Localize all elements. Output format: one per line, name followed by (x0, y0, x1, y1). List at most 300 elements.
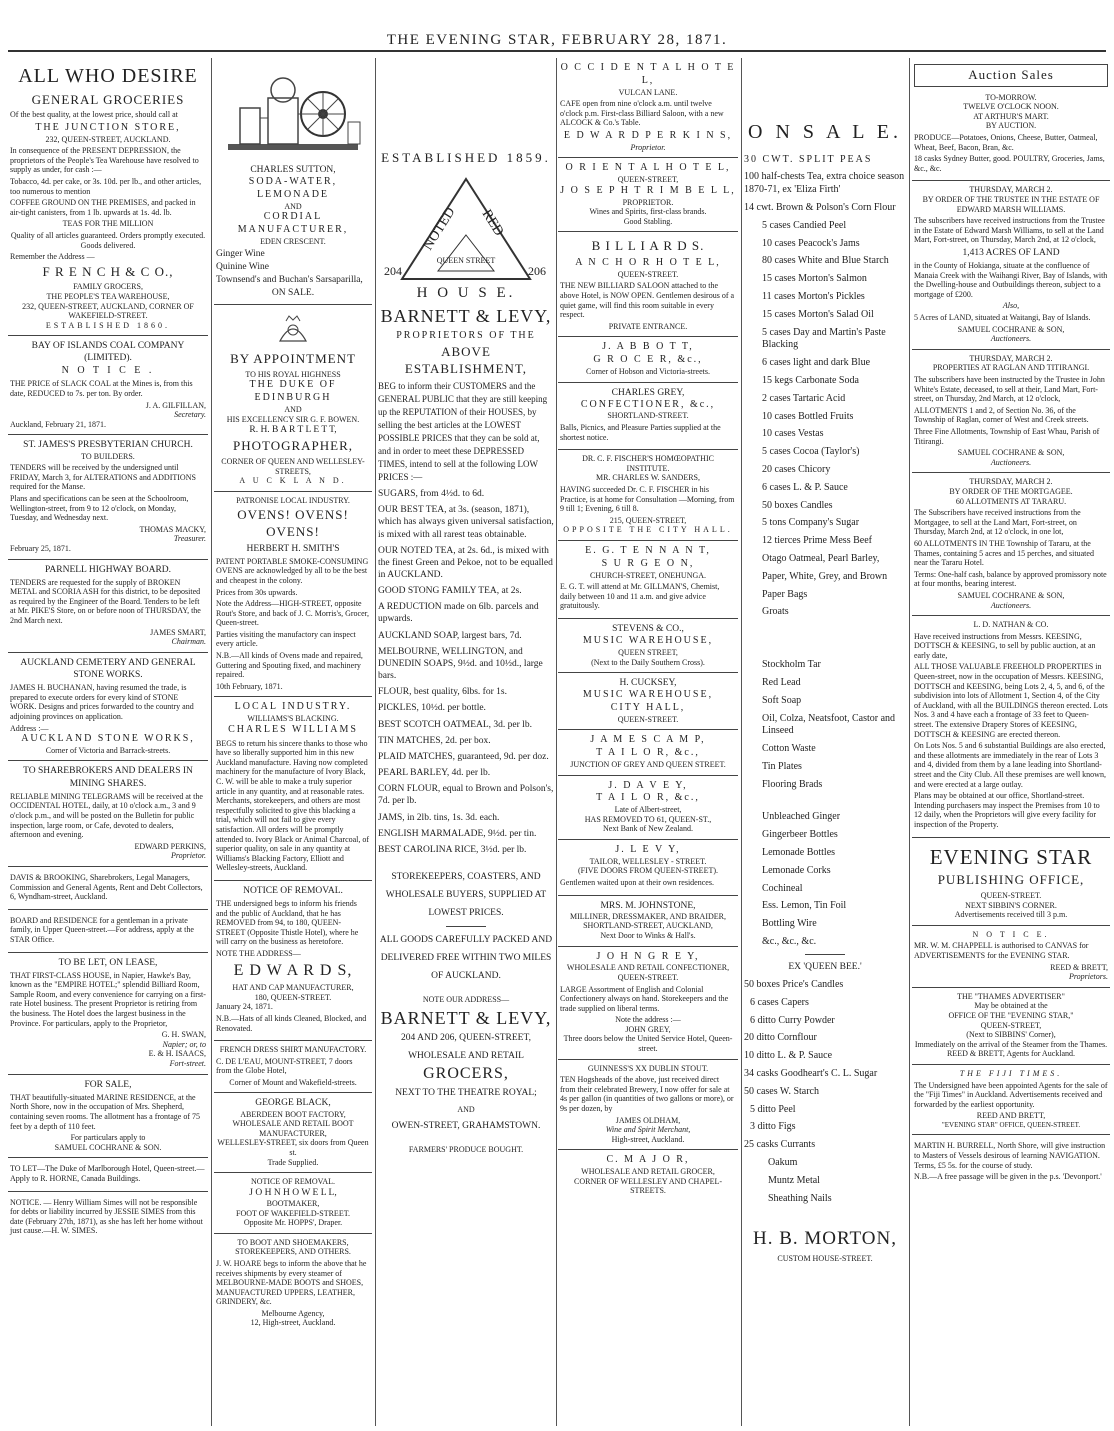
ad-text: Prices from 30s upwards. (216, 587, 298, 597)
price-item: BEST CAROLINA RICE, 3½d. per lb. (378, 844, 527, 855)
ad-text: N.B.—All kinds of Ovens made and repaired, Guttering and Spouting fixed, and machinery repaired. (216, 651, 363, 680)
column-divider (375, 58, 376, 1426)
ad-headline: ALL WHO DESIRE (18, 65, 198, 87)
tararu-auction (912, 473, 1110, 616)
firm-address: WELLESLEY-STREET, six doors from Queen st. (217, 1138, 369, 1157)
onsale-item: 3 ditto Figs (750, 1121, 796, 1133)
ad-title: TO BE LET, ON LEASE, (58, 957, 158, 968)
column-divider (211, 58, 212, 1426)
ad-text: TO LET—The Duke of Marlborough Hotel, Queen-street.—Apply to R. HORNE, Canada Buildings. (10, 1164, 205, 1183)
onsale-item: 12 tierces Prime Mess Beef (762, 535, 872, 547)
established-line: ESTABLISHED 1859. (381, 150, 551, 165)
ad-subhead: PROPRIETORS OF THE (396, 329, 536, 341)
signer-place: Fort-street. (169, 1059, 206, 1069)
ad-text: NEXT TO THE THEATRE ROYAL; (395, 1087, 537, 1098)
ad-subhead: BY AUCTION. (985, 121, 1037, 131)
lease-advert (8, 953, 208, 1075)
masthead (0, 0, 1114, 58)
onsale-item: 11 cases Morton's Pickles (762, 290, 865, 302)
ad-text: Note the Address—HIGH-STREET, opposite Rout's Store, and back of J. C. Morris's, Grocer, Queen-street. (216, 599, 369, 628)
price-item: PEARL BARLEY, 4d. per lb. (378, 768, 491, 779)
ad-title: BY ORDER OF THE MORTGAGEE. (949, 486, 1073, 496)
ad-text: Three Fine Allotments, Township of East Whau, Parish of Titirangi. (914, 427, 1100, 446)
ship-name: EX 'QUEEN BEE.' (788, 961, 862, 972)
firm-name: O R I E N T A L H O T E L, (565, 162, 731, 174)
ad-text: Next Bank of New Zealand. (603, 824, 693, 834)
onsale-item: Gingerbeer Bottles (762, 829, 838, 841)
firm-name: SAMUEL COCHRANE & SON, (957, 590, 1065, 600)
ad-text: E. G. T. will attend at Mr. GILLMAN'S, Chemist, daily between 10 and 11 a.m. and give advice gratuitously. (560, 582, 720, 611)
ad-subhead: WILLIAMS'S BLACKING. (247, 714, 339, 724)
ad-text: 18 casks Sydney Butter, good. POULTRY, Groceries, Jams, &c., &c. (914, 154, 1105, 173)
ad-text: MARTIN H. BURRELL, North Shore, will give instruction to Masters of Vessels desirous of learning NAVIGATION. Terms, £5 5s. for the course of study. (914, 1141, 1106, 1170)
ad-subhead: ABOVE ESTABLISHMENT, (404, 344, 528, 377)
onsale-item: 10 cases Vestas (762, 428, 824, 440)
onsale-item: Paper, White, Grey, and Brown (762, 570, 888, 582)
howell-removal (214, 1173, 372, 1234)
ad-title: OVENS! OVENS! OVENS! (237, 507, 349, 539)
sale-advert (8, 1075, 208, 1159)
ad-text: Melbourne Agency, (261, 1308, 325, 1318)
column-divider (556, 58, 557, 1426)
ad-title: GUINNESS'S XX DUBLIN STOUT. (587, 1063, 709, 1073)
price-list (378, 488, 554, 856)
signer-role: Chairman. (171, 637, 206, 647)
evening-star-office (912, 838, 1110, 926)
firm-name: MRS. M. JOHNSTONE, (600, 900, 696, 911)
firm-name: SAMUEL COCHRANE & SON, (957, 448, 1065, 458)
ad-text: Plans and specifications can be seen at the Schoolroom, Wellington-street, from 9 to 12 o'clock, on Monday, Tuesday, and Wednesday next. (10, 493, 189, 523)
ad-text: Trade Supplied. (267, 1157, 319, 1167)
signer-role: Proprietor. (170, 851, 206, 861)
price-item: SUGARS, from 4½d. to 6d. (378, 489, 485, 500)
ad-text: Advertisements received till 3 p.m. (954, 910, 1068, 920)
ad-text: The Undersigned have been appointed Agents for the sale of the "Fiji Times" in Auckland. Advertisements received and forwarded by the earliest opportunity. (914, 1080, 1108, 1109)
onsale-item: Groats (762, 606, 789, 618)
ad-text: ALLOTMENTS 1 and 2, of Section No. 36, of the Township of Raglan, corner of West and Creek streets. (914, 405, 1089, 425)
onsale-item: Flooring Brads (762, 778, 823, 790)
ad-title: NOTICE OF REMOVAL. (243, 885, 343, 896)
camp-tailor (558, 730, 738, 775)
masthead-rule (8, 50, 1106, 52)
price-item: FLOUR, best quality, 6lbs. for 1s. (378, 687, 507, 698)
ad-text: NOTE THE ADDRESS— (216, 949, 301, 959)
major-grocer (558, 1150, 738, 1201)
onsale-item: Otago Oatmeal, Pearl Barley, (762, 552, 880, 564)
ad-title: AUCKLAND CEMETERY AND GENERAL STONE WORKS. (20, 657, 196, 680)
signer-role: Auctioneers. (990, 457, 1032, 467)
ad-text: Wines and Spirits, first-class brands. (589, 207, 707, 217)
onsale-item: Unbleached Ginger (762, 811, 841, 823)
onsale-item: 15 cases Morton's Salmon (762, 273, 867, 285)
stone-works (8, 653, 208, 762)
column-5 (744, 58, 906, 1426)
ad-text: TO HIS ROYAL HIGHNESS (245, 369, 341, 379)
firm-trade: CORDIAL MANUFACTURER, (237, 211, 349, 236)
firm-trade: MUSIC WAREHOUSE, (582, 689, 714, 701)
signer: J. A. GILFILLAN, (145, 400, 206, 410)
logo-word: NOTED (420, 204, 459, 253)
guinness-stout (558, 1060, 738, 1151)
product-item: Quinine Wine (216, 261, 270, 272)
firm-name: REED AND BRETT, (976, 1111, 1046, 1121)
ad-text: BOARD and RESIDENCE for a gentleman in a private family, in Upper Queen-street.—For address, apply at the STAR Office. (10, 915, 194, 944)
ad-subhead: TEAS FOR THE MILLION (62, 219, 154, 229)
column-4 (558, 58, 738, 1426)
ad-title: BY ORDER OF THE TRUSTEE IN THE ESTATE OF EDWARD MARSH WILLIAMS. (922, 194, 1100, 214)
ad-text: MR. W. M. CHAPPELL is authorised to CANVAS for ADVERTISEMENTS for the EVENING STAR. (914, 941, 1089, 961)
ad-text: STOREKEEPERS, COASTERS, AND WHOLESALE BUYERS, SUPPLIED AT LOWEST PRICES. (385, 871, 547, 919)
machinery-engraving (218, 68, 368, 160)
firm-name: F R E N C H & C O., (42, 263, 174, 279)
ad-title: TO SHAREBROKERS AND DEALERS IN MINING SHARES. (23, 766, 193, 789)
firm-address: QUEEN STREET, (618, 647, 678, 657)
church-tender (8, 435, 208, 559)
ad-text: RELIABLE MINING TELEGRAMS will be received at the OCCIDENTAL HOTEL, daily, at 10 o'clock a.m., 3 and 9 o'clock p.m., and will be posted on the Bulletin for public inspection, large room, or Cafe, devoted to dealers, afternoon and evening. (10, 791, 203, 840)
parnell-highway-board (8, 560, 208, 653)
price-item: ENGLISH MARMALADE, 9½d. per tin. (378, 828, 537, 839)
onsale-item: 34 casks Goodheart's C. L. Sugar (744, 1068, 878, 1079)
office-title: EVENING STAR (929, 844, 1093, 869)
onsale-item: 5 cases Day and Martin's Paste Blacking (762, 326, 886, 351)
firm-name: E. G. T E N N A N T, (585, 544, 711, 556)
ad-text: May be obtained at the (974, 1001, 1048, 1011)
blacking-advert (214, 697, 372, 881)
logo-number: 206 (528, 263, 546, 278)
onsale-item: Muntz Metal (768, 1174, 820, 1186)
ad-text: In consequence of the PRESENT DEPRESSION, the proprietors of the People's Tea Warehouse have resolved to supply as under, for cash :— (10, 146, 199, 175)
onsale-item: Cotton Waste (762, 743, 816, 755)
chappell-notice (912, 926, 1110, 988)
dateline: February 25, 1871. (10, 543, 71, 553)
firm-name: JOHN GREY, (625, 1024, 671, 1034)
onsale-item: 5 cases Candied Peel (762, 219, 847, 231)
signer: EDWARD PERKINS, (134, 841, 206, 851)
onsale-item: Tin Plates (762, 760, 802, 772)
firm-trade: Wine and Spirit Merchant, (605, 1125, 691, 1135)
price-item: OUR NOTED TEA, at 2s. 6d., is mixed with the finest Green and Pekoe, not to be equalled in AUCKLAND. (378, 545, 553, 581)
firm-trade: CONFECTIONER, &c., (580, 398, 716, 410)
ad-text: THAT FIRST-CLASS HOUSE, in Napier, Hawke's Bay, known as the "EMPIRE HOTEL;" splendid Billiard Room, Sample Room, and every convenience for carrying on a first-rate Hotel business. The present Proprietor is retiring from the business. The Hotel does the largest business in the Province. For particulars, apply to the Proprietor, (10, 970, 206, 1028)
signer: JAMES SMART, (150, 627, 206, 637)
agent: SAMUEL COCHRANE & SON. (54, 1142, 162, 1152)
price-item: PLAID MATCHES, guaranteed, 9d. per doz. (378, 751, 549, 762)
price-item: A REDUCTION made on 6lb. parcels and upwards. (378, 602, 539, 625)
noted-red-house-logo (382, 171, 550, 301)
anchor-billiards (558, 232, 738, 337)
firm-name: O C C I D E N T A L H O T E L, (560, 62, 736, 86)
price-item: CORN FLOUR, equal to Brown and Polson's, 7d. per lb. (378, 784, 554, 807)
newspaper-title: THE EVENING STAR, FEBRUARY 28, 1871. (386, 32, 728, 48)
logo-street: QUEEN STREET (436, 255, 496, 265)
ad-text: For particulars apply to (70, 1133, 146, 1143)
signer-role: Treasurer. (173, 534, 206, 544)
onsale-item: 100 half-chests Tea, extra choice season 1870-71, ex 'Eliza Firth' (744, 171, 905, 196)
ad-text: Tobacco, 4d. per cake, or 3s. 10d. per lb., and other articles, too numerous to mention (10, 176, 202, 196)
board-advert (8, 910, 208, 953)
ad-text: Plans may be obtained at our office, Shortland-street. Intending purchasers may inspect the Premises from 10 to 12 daily, when the Proprietors will give every facility for inspection of the Property. (914, 791, 1100, 829)
ad-subhead: GENERAL GROCERIES (31, 91, 185, 107)
ad-text: Terms: One-half cash, balance by approved promissory note at four months, bearing interest. (914, 569, 1107, 589)
ad-text: HIS EXCELLENCY SIR G. F. BOWEN. (226, 414, 360, 424)
ad-text: LARGE Assortment of English and Colonial Confectionery always on hand. Storekeepers and the trade supplied on liberal terms. (560, 984, 729, 1013)
signer-role: Proprietor. (630, 142, 666, 152)
ad-text: TENDERS are requested for the supply of BROKEN METAL and SCORIA ASH for this district, to be deposited as required by the Engineer of the Board. Tenders to be left at Mr. PIKE'S Store, on or before noon of THURSDAY, the 2nd March next. (10, 577, 201, 626)
ad-text: Balls, Picnics, and Pleasure Parties supplied at the shortest notice. (560, 423, 721, 442)
firm-name: H. CUCKSEY, (619, 678, 677, 689)
onsale-list (744, 154, 906, 949)
price-item: AUCKLAND SOAP, largest bars, 7d. (378, 630, 522, 641)
store-name: THE JUNCTION STORE, (35, 121, 181, 133)
firm-name: BARNETT & LEVY, (380, 1007, 552, 1028)
ad-subhead: N O T I C E . (61, 364, 155, 376)
ad-subhead: TWELVE O'CLOCK NOON. (963, 102, 1059, 112)
ad-title: PROPERTIES AT RAGLAN AND TITIRANGI. (932, 363, 1090, 373)
dateline: 10th February, 1871. (216, 681, 283, 691)
firm-address: 180, QUEEN-STREET. (254, 992, 332, 1002)
ad-text: THE PRICE of SLACK COAL at the Mines is, from this date, REDUCED to 7s. per ton. By order. (10, 379, 193, 399)
firm-trade: T A I L O R, &c., (596, 792, 700, 804)
raglan-auction (912, 350, 1110, 474)
firm-address: QUEEN-STREET. (980, 891, 1042, 901)
column-1 (8, 58, 208, 1426)
ad-text: Address :— (10, 723, 49, 733)
ad-text: THE undersigned begs to inform his friends and the public of Auckland, that he has REMOVED from 94, to 180, QUEEN-STREET (Opposite Thistle Hotel), where he will carry on the business as heretofore. (216, 899, 359, 947)
firm-address: (FIVE DOORS FROM QUEEN-STREET). (578, 866, 718, 876)
ad-text: The Subscribers have received instructions from the Mortgagee, to sell at the Land Mart, Fort-street, on Thursday, March 2nd, at 12 o'clock, in one lot, (914, 508, 1081, 537)
ad-text: THE DUKE OF EDINBURGH (249, 379, 337, 404)
onsale-item: Oil, Colza, Neatsfoot, Castor and Linseed (762, 712, 896, 737)
firm-address: 204 AND 206, QUEEN-STREET, (401, 1032, 531, 1043)
firm-address: QUEEN-STREET. (617, 714, 679, 724)
firm-address: QUEEN-STREET, (617, 175, 679, 185)
grey-confectioner (558, 383, 738, 451)
firm-name: J. A B B O T T, (602, 341, 694, 353)
firm-address: 232, QUEEN-STREET, AUCKLAND, CORNER OF WAKEFIELD-STREET. (22, 301, 194, 321)
onsale-item: Sheathing Nails (768, 1192, 832, 1204)
firm-name: CHARLES GREY, (611, 387, 685, 398)
firm-address: Corner of Mount and Wakefield-streets. (229, 1077, 357, 1087)
dateline: January 24, 1871. (216, 1002, 273, 1012)
ad-text: OPPOSITE THE CITY HALL. (563, 525, 733, 535)
firm-trade: S U R G E O N, (601, 557, 695, 569)
onsale-item: 10 cases Peacock's Jams (762, 237, 860, 249)
ad-text: Quality of all articles guaranteed. Orders promptly executed. Goods delivered. (10, 230, 206, 250)
onsale-item: 6 cases Capers (750, 996, 809, 1008)
price-item: PICKLES, 10½d. per bottle. (378, 703, 486, 714)
onsale-item: 10 cases Bottled Fruits (762, 410, 854, 422)
firm-address: CHURCH-STREET, ONEHUNGA. (589, 570, 707, 580)
firm-address: CUSTOM HOUSE-STREET. (777, 1253, 873, 1263)
ad-title: N O T I C E. (972, 929, 1050, 939)
office-subtitle: PUBLISHING OFFICE, (937, 872, 1085, 888)
firm-name: H. B. MORTON, (753, 1228, 897, 1250)
ad-text: Late of Albert-street, (614, 805, 682, 815)
ad-text: Opposite Mr. HOPPS', Draper. (243, 1218, 343, 1228)
edwards-removal (214, 881, 372, 1041)
logo-house: H O U S E. (416, 284, 516, 301)
onsale-item: 14 cwt. Brown & Polson's Corn Flour (744, 201, 896, 213)
ad-text: DAVIS & BROOKING, Sharebrokers, Legal Managers, Commission and General Agents, Rent and Debt Collectors, 6, Wyndham-street, Auckland. (10, 872, 203, 902)
firm-trade: GROCERS, (423, 1065, 509, 1083)
ad-text: The subscribers have received instructions from the Trustee in the Estate of Edward Marsh Williams, to sell at the Land Mart, Fort-street, on Thursday, March 2nd, at 12 o'clock, (914, 216, 1105, 245)
signer-place: Napier; or, to (162, 1039, 206, 1049)
ad-text: HAVING succeeded Dr. C. F. FISCHER in his Practice, is at home for Consultation —Morning, from 9 till 1; Evening, 6 till 8. (560, 485, 735, 514)
firm-trade: WHOLESALE AND RETAIL GROCER, (581, 1167, 715, 1177)
divider (805, 954, 845, 955)
price-item: TIN MATCHES, 2d. per box. (378, 735, 491, 746)
onsale-item: Bottling Wire (762, 918, 817, 930)
ad-subhead: 1,413 ACRES OF LAND (962, 247, 1060, 258)
auction-date: THURSDAY, MARCH 2. (969, 353, 1053, 363)
signer-role: Secretary. (174, 410, 206, 420)
cucksey-music (558, 673, 738, 730)
ad-text: Gentlemen waited upon at their own residences. (560, 877, 714, 887)
column-2 (214, 58, 372, 1426)
firm-name: J O H N G R E Y, (596, 950, 700, 962)
ad-title: B I L L I A R D S. (591, 238, 705, 254)
ad-text: in the County of Hokianga, situate at the confluence of Manaia Creek with the Waihangi River, Bay of Islands, with the Dwelling-house and Outbuildings thereon, subject to a mortgage of £200. (914, 261, 1108, 299)
ad-subhead: 60 ALLOTMENTS AT TARARU. (955, 496, 1067, 506)
firm-name: AUCKLAND STONE WORKS, (21, 733, 195, 745)
ad-text: C. DE L'EAU, MOUNT-STREET, 7 doors from the Globe Hotel, (216, 1056, 353, 1076)
firm-trade: SODA-WATER, LEMONADE (248, 176, 338, 200)
firm-address: SHORTLAND-STREET. (607, 411, 689, 421)
ad-subhead: PATRONISE LOCAL INDUSTRY. (236, 495, 350, 505)
firm-address: VULCAN LANE. (618, 87, 678, 97)
firm-name: CHARLES WILLIAMS (228, 723, 358, 735)
ad-text: Three doors below the United Service Hotel, Queen-street. (563, 1034, 733, 1054)
mining-telegrams (8, 761, 208, 866)
firm-name: E D W A R D S, (233, 961, 353, 979)
groceries-advert (8, 58, 208, 336)
firm-name: HERBERT H. SMITH'S (246, 543, 340, 554)
onsale-item: 6 ditto Curry Powder (750, 1014, 835, 1026)
ad-text: 5 Acres of LAND, situated at Waitangi, Bay of Islands. (914, 313, 1091, 323)
levy-tailor (558, 840, 738, 896)
firm-trade: BOOTMAKER, (266, 1198, 320, 1208)
onsale-item: 50 boxes Price's Candles (744, 979, 844, 991)
onsale-item: Paper Bags (762, 588, 808, 600)
ad-text: 60 ALLOTMENTS IN THE Township of Tararu, at the Thames, containing 5 acres and 15 perches, and situated near the Tararu Hotel. (914, 538, 1094, 568)
onsale-item: Ess. Lemon, Tin Foil (762, 900, 847, 912)
ad-text: COFFEE GROUND ON THE PREMISES, and packed in air-tight canisters, from 1 lb. upwards at 1s. 4d. lb. (10, 198, 196, 217)
onsale-item: Red Lead (762, 676, 801, 688)
ad-text: ALL THOSE VALUABLE FREEHOLD PROPERTIES in Queen-street, now in the occupation of Messrs. KEESING, DOTTSCH and KEESING, being Lots 2, 4, 5, and 6, of the subdivision into lots of Allotment 1, Section 4, of the City of Auckland, with all the BUILDINGS thereon erected. Lots Nos. 3 and 4 have each a frontage of 33 feet to Queen-street. The extensive Drapery Stores of KEESING, DOTTSCH & KEESING are erected thereon. (914, 662, 1108, 739)
ad-text: Remember the Address — (10, 252, 95, 262)
ad-title: ST. JAMES'S PRESBYTERIAN CHURCH. (23, 440, 193, 451)
column-divider (741, 58, 742, 1426)
onsale-item: 50 cases W. Starch (744, 1085, 819, 1097)
firm-address: Corner of Victoria and Barrack-streets. (45, 745, 171, 755)
price-item: MELBOURNE, WELLINGTON, and DUNEDIN SOAPS, 9½d. and 10½d., large bars. (378, 646, 543, 682)
and-line: AND (457, 1104, 475, 1114)
nathan-auction (912, 616, 1110, 837)
ad-text: Next Door to Winks & Hall's. (600, 930, 696, 940)
firm-name: J. L E V Y, (615, 844, 681, 855)
ad-text: On Lots Nos. 5 and 6 substantial Buildings are also erected, and these allotments are immediately in the rear of Lots 3 and 4, divided from them by a lane leading into Shortland-street and the City Club. All these premises are well known, and were erected at a large outlay. (914, 741, 1106, 789)
ad-text: Parties visiting the manufactory can inspect every article. (216, 629, 356, 649)
firm-trade: WHOLESALE AND RETAIL CONFECTIONER, (566, 963, 730, 973)
store-address: 232, QUEEN-STREET, AUCKLAND. (45, 134, 171, 144)
firm-address: OWEN-STREET, GRAHAMSTOWN. (391, 1121, 541, 1132)
auction-date: THURSDAY, MARCH 2. (969, 185, 1053, 195)
signer-role: Auctioneers. (990, 600, 1032, 610)
onsale-item: 50 boxes Candles (762, 499, 833, 511)
firm-address: CITY HALL, (610, 702, 686, 714)
signer: E. & H. ISAACS, (148, 1049, 206, 1059)
ad-subhead: TO BUILDERS. (81, 451, 135, 461)
ad-title: BAY OF ISLANDS COAL COMPANY (LIMITED). (31, 341, 185, 364)
firm-trade: ABERDEEN BOOT FACTORY, (240, 1109, 346, 1119)
signer-role: Proprietors. (1068, 972, 1108, 982)
ad-text: Have received instructions from Messrs. KEESING, DOTTSCH & KEESING, to sell by public auction, at an early date, (914, 631, 1096, 660)
column-divider (909, 58, 910, 1426)
homoeopathic-institute (558, 450, 738, 541)
johngrey-confectioner (558, 947, 738, 1060)
firm-name: SAMUEL COCHRANE & SON, (957, 324, 1065, 334)
price-item: GOOD STONG FAMILY TEA, at 2s. (378, 586, 522, 597)
ad-title: PARNELL HIGHWAY BOARD. (44, 564, 172, 575)
signer-role: PROPRIETOR. (622, 197, 674, 207)
firm-address: 215, QUEEN-STREET, (609, 515, 687, 525)
marsh-estate-auction (912, 181, 1110, 349)
firm-trade: HAT AND CAP MANUFACTURER, (232, 983, 354, 993)
dateline: Auckland, February 21, 1871. (10, 419, 106, 429)
firm-name: R. H. B A R T L E T T, (249, 425, 337, 436)
ad-text: TENDERS will be received by the undersigned until FRIDAY, March 3, for ALTERATIONS and ADDITIONS required for the Manse. (10, 463, 196, 492)
onsale-line: ON SALE. (271, 288, 315, 298)
ad-subhead: TO-MORROW. (985, 92, 1037, 102)
onsale-item: 80 cases White and Blue Starch (762, 255, 889, 267)
firm-address: CORNER OF WELLESLEY AND CHAPEL-STREETS. (574, 1176, 722, 1196)
ad-text: TEN Hogsheads of the above, just received direct from their celebrated Brewery, I now offer for sale at 4s per gallon (in quantities of two gallons or more), or 9s per dozen, by (560, 1075, 734, 1114)
abbott-grocer (558, 337, 738, 382)
price-item: JAMS, in 2lb. tins, 1s. 3d. each. (378, 812, 500, 823)
firm-trade: FAMILY GROCERS, (73, 282, 143, 292)
ad-text: Also, (1002, 301, 1020, 311)
ad-text: NOTE OUR ADDRESS— (422, 995, 510, 1005)
ad-text: (Next to SIBBINS' Corner), (966, 1030, 1056, 1040)
occidental-hotel (558, 58, 738, 158)
ad-text: PATENT PORTABLE SMOKE-CONSUMING OVENS are acknowledged by all to be the best and cheapest in the colony. (216, 556, 369, 585)
ad-text: JAMES H. BUCHANAN, having resumed the trade, is prepared to execute orders for every kind of STONE WORK. Designs and prices forwarded to the country and adjoining provinces on application. (10, 683, 194, 721)
price-item: BEST SCOTCH OATMEAL, 3d. per lb. (378, 719, 532, 730)
firm-address: JUNCTION OF GREY AND QUEEN STREET. (570, 760, 726, 770)
photographer-advert (214, 305, 372, 492)
firm-trade: THE PEOPLE'S TEA WAREHOUSE, (46, 291, 170, 301)
ad-text: OFFICE OF THE "EVENING STAR," (948, 1011, 1074, 1020)
ad-text: Note the address :— (615, 1015, 681, 1025)
ad-subhead: AT ARTHUR'S MART. (973, 111, 1049, 121)
firm-address: NEXT SIBBIN'S CORNER. (965, 900, 1057, 910)
and-line: AND (284, 201, 302, 211)
ad-text: THE NEW BILLIARD SALOON attached to the above Hotel, is NOW OPEN. Gentlemen desirous of a quiet game, will find this room suitable in every respect. (560, 281, 735, 320)
onsale-item: 6 cases light and dark Blue (762, 357, 871, 369)
auction-date: THURSDAY, MARCH 2. (969, 477, 1053, 487)
ad-title: NOTICE OF REMOVAL. (250, 1177, 336, 1187)
firm-name: BARNETT & LEVY, (380, 305, 552, 326)
ad-text: Of the best quality, at the lowest price, should call at (10, 110, 178, 120)
onsale-item: Oakum (768, 1156, 798, 1168)
firm-name: MR. CHARLES W. SANDERS, (595, 473, 701, 483)
ad-text: BEG to inform their CUSTOMERS and the GENERAL PUBLIC that they are still keeping up the REPUTATION of their HOUSES, by selling the best articles at the LOWEST POSSIBLE PRICES that they can be sold at, and in order to meet these DEPRESSED TIMES, intend to sell at the following LOW PRICES :— (378, 380, 548, 483)
price-item: OUR BEST TEA, at 3s. (season, 1871), which has always given universal satisfaction, is mixed with all rarest teas obtainable. (378, 505, 554, 540)
onsale-item: 15 cases Morton's Salad Oil (762, 308, 874, 320)
signer: G. H. SWAN, (161, 1030, 206, 1040)
firm-name: A N C H O R H O T E L, (575, 256, 721, 268)
ad-subhead: LOCAL INDUSTRY. (234, 701, 352, 713)
